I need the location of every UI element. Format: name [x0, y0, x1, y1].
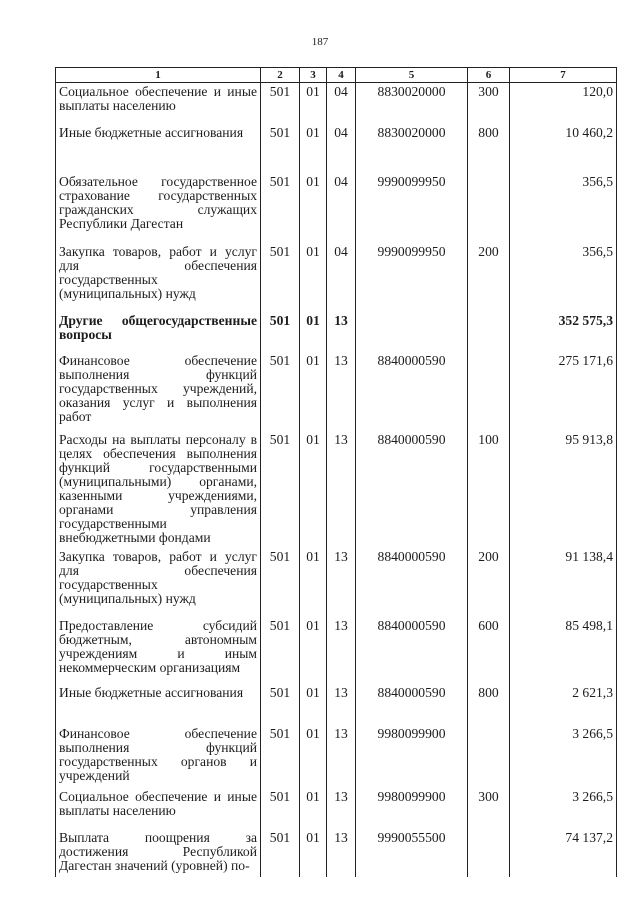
col-header-1: 1: [56, 68, 261, 83]
row-code-3: 01: [300, 548, 327, 617]
row-code-3: 01: [300, 352, 327, 431]
row-code-5: 9980099900: [356, 788, 468, 829]
row-code-2: 501: [261, 83, 300, 124]
table-row: [56, 312, 617, 352]
row-code-6: 600: [468, 617, 510, 684]
row-name: Другие общегосударственные вопросы: [56, 312, 261, 352]
row-code-2: 501: [261, 243, 300, 312]
table-row: [56, 684, 617, 725]
table-row: [56, 725, 617, 788]
row-amount: 352 575,3: [510, 312, 617, 352]
row-code-2: 501: [261, 684, 300, 725]
row-code-4: 13: [327, 788, 356, 829]
row-code-3: 01: [300, 684, 327, 725]
row-code-2: 501: [261, 173, 300, 243]
row-code-5: 8830020000: [356, 83, 468, 124]
col-header-4: 4: [327, 68, 356, 83]
table-body: [56, 83, 617, 877]
row-code-3: 01: [300, 312, 327, 352]
row-name: Финансовое обеспечение выполнения функций государственных органов и учреждений: [56, 725, 261, 788]
table-row: [56, 431, 617, 548]
row-name: Иные бюджетные ассигнования: [56, 124, 261, 173]
table-header: [56, 68, 617, 83]
budget-table: [55, 67, 617, 877]
header-row: [56, 68, 617, 83]
row-code-4: 04: [327, 83, 356, 124]
row-amount: 95 913,8: [510, 431, 617, 548]
row-code-2: 501: [261, 548, 300, 617]
row-code-6: 100: [468, 431, 510, 548]
row-code-6: [468, 725, 510, 788]
row-code-3: 01: [300, 173, 327, 243]
col-header-6: 6: [468, 68, 510, 83]
row-code-4: 13: [327, 312, 356, 352]
row-name: Расходы на выплаты персоналу в целях обеспечения выполнения функций государственными (муниципальными) органами, казенными учреждениями, органами управления государственными внебюджетными фондами: [56, 431, 261, 548]
row-code-6: 300: [468, 83, 510, 124]
table-row: [56, 352, 617, 431]
row-name: Социальное обеспечение и иные выплаты населению: [56, 788, 261, 829]
table-row: [56, 243, 617, 312]
row-code-5: [356, 312, 468, 352]
row-code-5: 9990099950: [356, 173, 468, 243]
row-amount: 275 171,6: [510, 352, 617, 431]
row-amount: 2 621,3: [510, 684, 617, 725]
row-code-4: 13: [327, 617, 356, 684]
row-amount: 85 498,1: [510, 617, 617, 684]
row-amount: 91 138,4: [510, 548, 617, 617]
row-name: Закупка товаров, работ и услуг для обеспечения государственных (муниципальных) нужд: [56, 243, 261, 312]
row-code-4: 04: [327, 243, 356, 312]
row-code-3: 01: [300, 124, 327, 173]
row-code-5: 8840000590: [356, 617, 468, 684]
col-header-3: 3: [300, 68, 327, 83]
row-name: Обязательное государственное страхование государственных гражданских служащих Республики Дагестан: [56, 173, 261, 243]
row-amount: 3 266,5: [510, 788, 617, 829]
row-code-3: 01: [300, 243, 327, 312]
row-code-4: 13: [327, 352, 356, 431]
row-code-5: 8840000590: [356, 684, 468, 725]
row-code-3: 01: [300, 788, 327, 829]
row-code-2: 501: [261, 788, 300, 829]
row-amount: 356,5: [510, 173, 617, 243]
row-code-3: 01: [300, 431, 327, 548]
row-code-3: 01: [300, 83, 327, 124]
col-header-7: 7: [510, 68, 617, 83]
row-code-2: 501: [261, 431, 300, 548]
row-code-4: 13: [327, 431, 356, 548]
table-row: [56, 548, 617, 617]
col-header-2: 2: [261, 68, 300, 83]
row-code-2: 501: [261, 617, 300, 684]
table-row: [56, 617, 617, 684]
col-header-5: 5: [356, 68, 468, 83]
row-code-4: 13: [327, 829, 356, 877]
table-row: [56, 788, 617, 829]
row-name: Социальное обеспечение и иные выплаты населению: [56, 83, 261, 124]
row-name: Финансовое обеспечение выполнения функций государственных учреждений, оказания услуг и выполнения работ: [56, 352, 261, 431]
row-code-3: 01: [300, 617, 327, 684]
row-code-4: 04: [327, 124, 356, 173]
row-name: Закупка товаров, работ и услуг для обеспечения государственных (муниципальных) нужд: [56, 548, 261, 617]
row-amount: 3 266,5: [510, 725, 617, 788]
row-amount: 120,0: [510, 83, 617, 124]
row-code-5: 9990055500: [356, 829, 468, 877]
row-code-6: 300: [468, 788, 510, 829]
row-code-5: 8840000590: [356, 352, 468, 431]
row-code-4: 13: [327, 684, 356, 725]
table-row: [56, 829, 617, 877]
row-amount: 10 460,2: [510, 124, 617, 173]
row-code-4: 13: [327, 548, 356, 617]
row-code-6: 800: [468, 684, 510, 725]
page-number: 187: [311, 36, 329, 48]
row-code-2: 501: [261, 352, 300, 431]
table-row: [56, 124, 617, 173]
row-name: Иные бюджетные ассигнования: [56, 684, 261, 725]
row-code-6: 200: [468, 243, 510, 312]
row-code-5: 8840000590: [356, 548, 468, 617]
row-code-5: 8840000590: [356, 431, 468, 548]
row-code-2: 501: [261, 725, 300, 788]
table-row: [56, 83, 617, 124]
row-code-5: 9980099900: [356, 725, 468, 788]
row-code-6: [468, 829, 510, 877]
row-code-2: 501: [261, 829, 300, 877]
row-code-4: 13: [327, 725, 356, 788]
row-code-4: 04: [327, 173, 356, 243]
row-name: Выплата поощрения за достижения Республикой Дагестан значений (уровней) по-: [56, 829, 261, 877]
row-code-2: 501: [261, 312, 300, 352]
row-amount: 356,5: [510, 243, 617, 312]
row-code-5: 9990099950: [356, 243, 468, 312]
row-amount: 74 137,2: [510, 829, 617, 877]
row-code-6: [468, 312, 510, 352]
row-code-6: 200: [468, 548, 510, 617]
row-code-5: 8830020000: [356, 124, 468, 173]
row-code-6: 800: [468, 124, 510, 173]
row-code-3: 01: [300, 725, 327, 788]
row-code-3: 01: [300, 829, 327, 877]
row-code-6: [468, 173, 510, 243]
table-row: [56, 173, 617, 243]
row-name: Предоставление субсидий бюджетным, автономным учреждениям и иным некоммерческим организациям: [56, 617, 261, 684]
row-code-6: [468, 352, 510, 431]
row-code-2: 501: [261, 124, 300, 173]
